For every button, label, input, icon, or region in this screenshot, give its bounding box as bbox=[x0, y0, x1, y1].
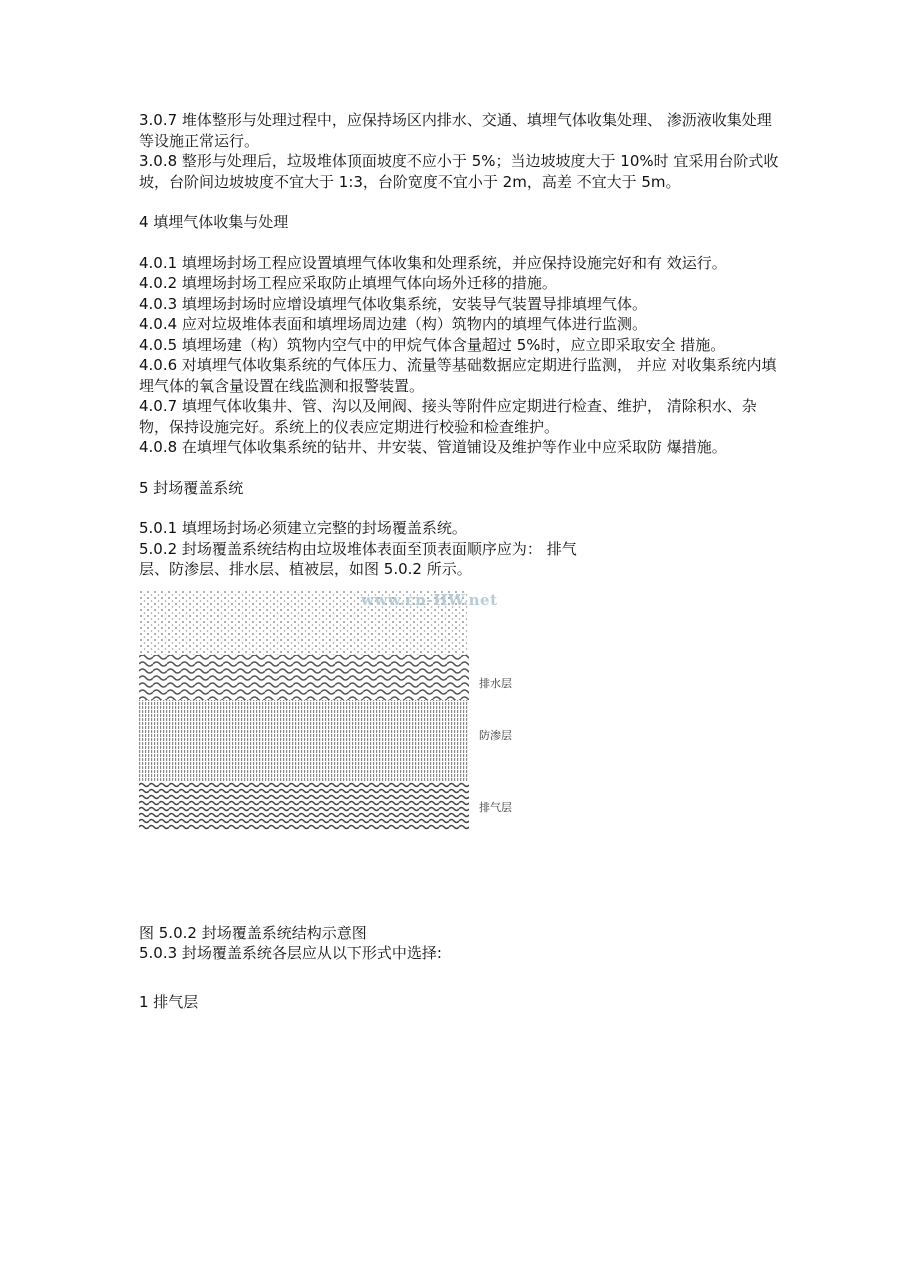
clause-3-0-7: 3.0.7 堆体整形与处理过程中，应保持场区内排水、交通、填埋气体收集处理、 渗沥液收集处理等设施正常运行。 bbox=[139, 111, 772, 150]
subheading-gas-vent-layer: 1 排气层 bbox=[139, 992, 199, 1011]
cover-system-figure bbox=[139, 590, 524, 835]
drainage-layer bbox=[139, 655, 469, 700]
gas-vent-layer bbox=[139, 782, 469, 830]
clause-3-0-8: 3.0.8 整形与处理后，垃圾堆体顶面坡度不应小于 5%；当边坡坡度大于 10%时 宜采用台阶式收坡，台阶间边坡坡度不宜大于 1:3，台阶宽度不宜小于 2m，高差 不宜大于 5m。 bbox=[139, 152, 779, 191]
clause-5-0-1: 5.0.1 填埋场封场必须建立完整的封场覆盖系统。 bbox=[139, 519, 467, 537]
layer-diagram bbox=[139, 590, 524, 835]
label-drainage-layer: 排水层 bbox=[479, 676, 512, 690]
document-body bbox=[139, 110, 779, 1012]
clause-4-0-3: 4.0.3 填埋场封场时应增设填埋气体收集系统，安装导气装置导排填埋气体。 bbox=[139, 294, 647, 313]
clause-4-0-5: 4.0.5 填埋场建（构）筑物内空气中的甲烷气体含量超过 5%时，应立即采取安全 措施。 bbox=[139, 335, 726, 354]
clause-4-0-6: 4.0.6 对填埋气体收集系统的气体压力、流量等基础数据应定期进行监测， 并应 对收集系统内填埋气体的氧含量设置在线监测和报警装置。 bbox=[139, 356, 777, 395]
heading-4: 4 填埋气体收集与处理 bbox=[139, 213, 289, 231]
label-gas-vent-layer: 排气层 bbox=[479, 800, 512, 814]
clause-4-0-7: 4.0.7 填埋气体收集井、管、沟以及闸阀、接头等附件应定期进行检查、维护， 清除积水、杂物，保持设施完好。系统上的仪表应定期进行校验和检查维护。 bbox=[139, 397, 757, 436]
watermark: www.cn-HW.net bbox=[361, 590, 498, 609]
clause-4-0-4: 4.0.4 应对垃圾堆体表面和填埋场周边建（构）筑物内的填埋气体进行监测。 bbox=[139, 315, 647, 333]
clause-5-0-2: 5.0.2 封场覆盖系统结构由垃圾堆体表面至顶表面顺序应为： 排气层、防渗层、排水层、植被层，如图 5.0.2 所示。 bbox=[139, 539, 577, 578]
impermeable-layer bbox=[139, 700, 469, 782]
clause-5-0-3: 5.0.3 封场覆盖系统各层应从以下形式中选择: bbox=[139, 944, 442, 962]
clause-4-0-1: 4.0.1 填埋场封场工程应设置填埋气体收集和处理系统，并应保持设施完好和有 效运行。 bbox=[139, 253, 727, 272]
figure-caption: 图 5.0.2 封场覆盖系统结构示意图 bbox=[139, 923, 367, 942]
heading-5: 5 封场覆盖系统 bbox=[139, 478, 244, 497]
clause-4-0-8: 4.0.8 在填埋气体收集系统的钻井、井安装、管道铺设及维护等作业中应采取防 爆措施。 bbox=[139, 438, 727, 456]
label-impermeable-layer: 防渗层 bbox=[479, 728, 512, 742]
clause-4-0-2: 4.0.2 填埋场封场工程应采取防止填埋气体向场外迁移的措施。 bbox=[139, 274, 557, 292]
